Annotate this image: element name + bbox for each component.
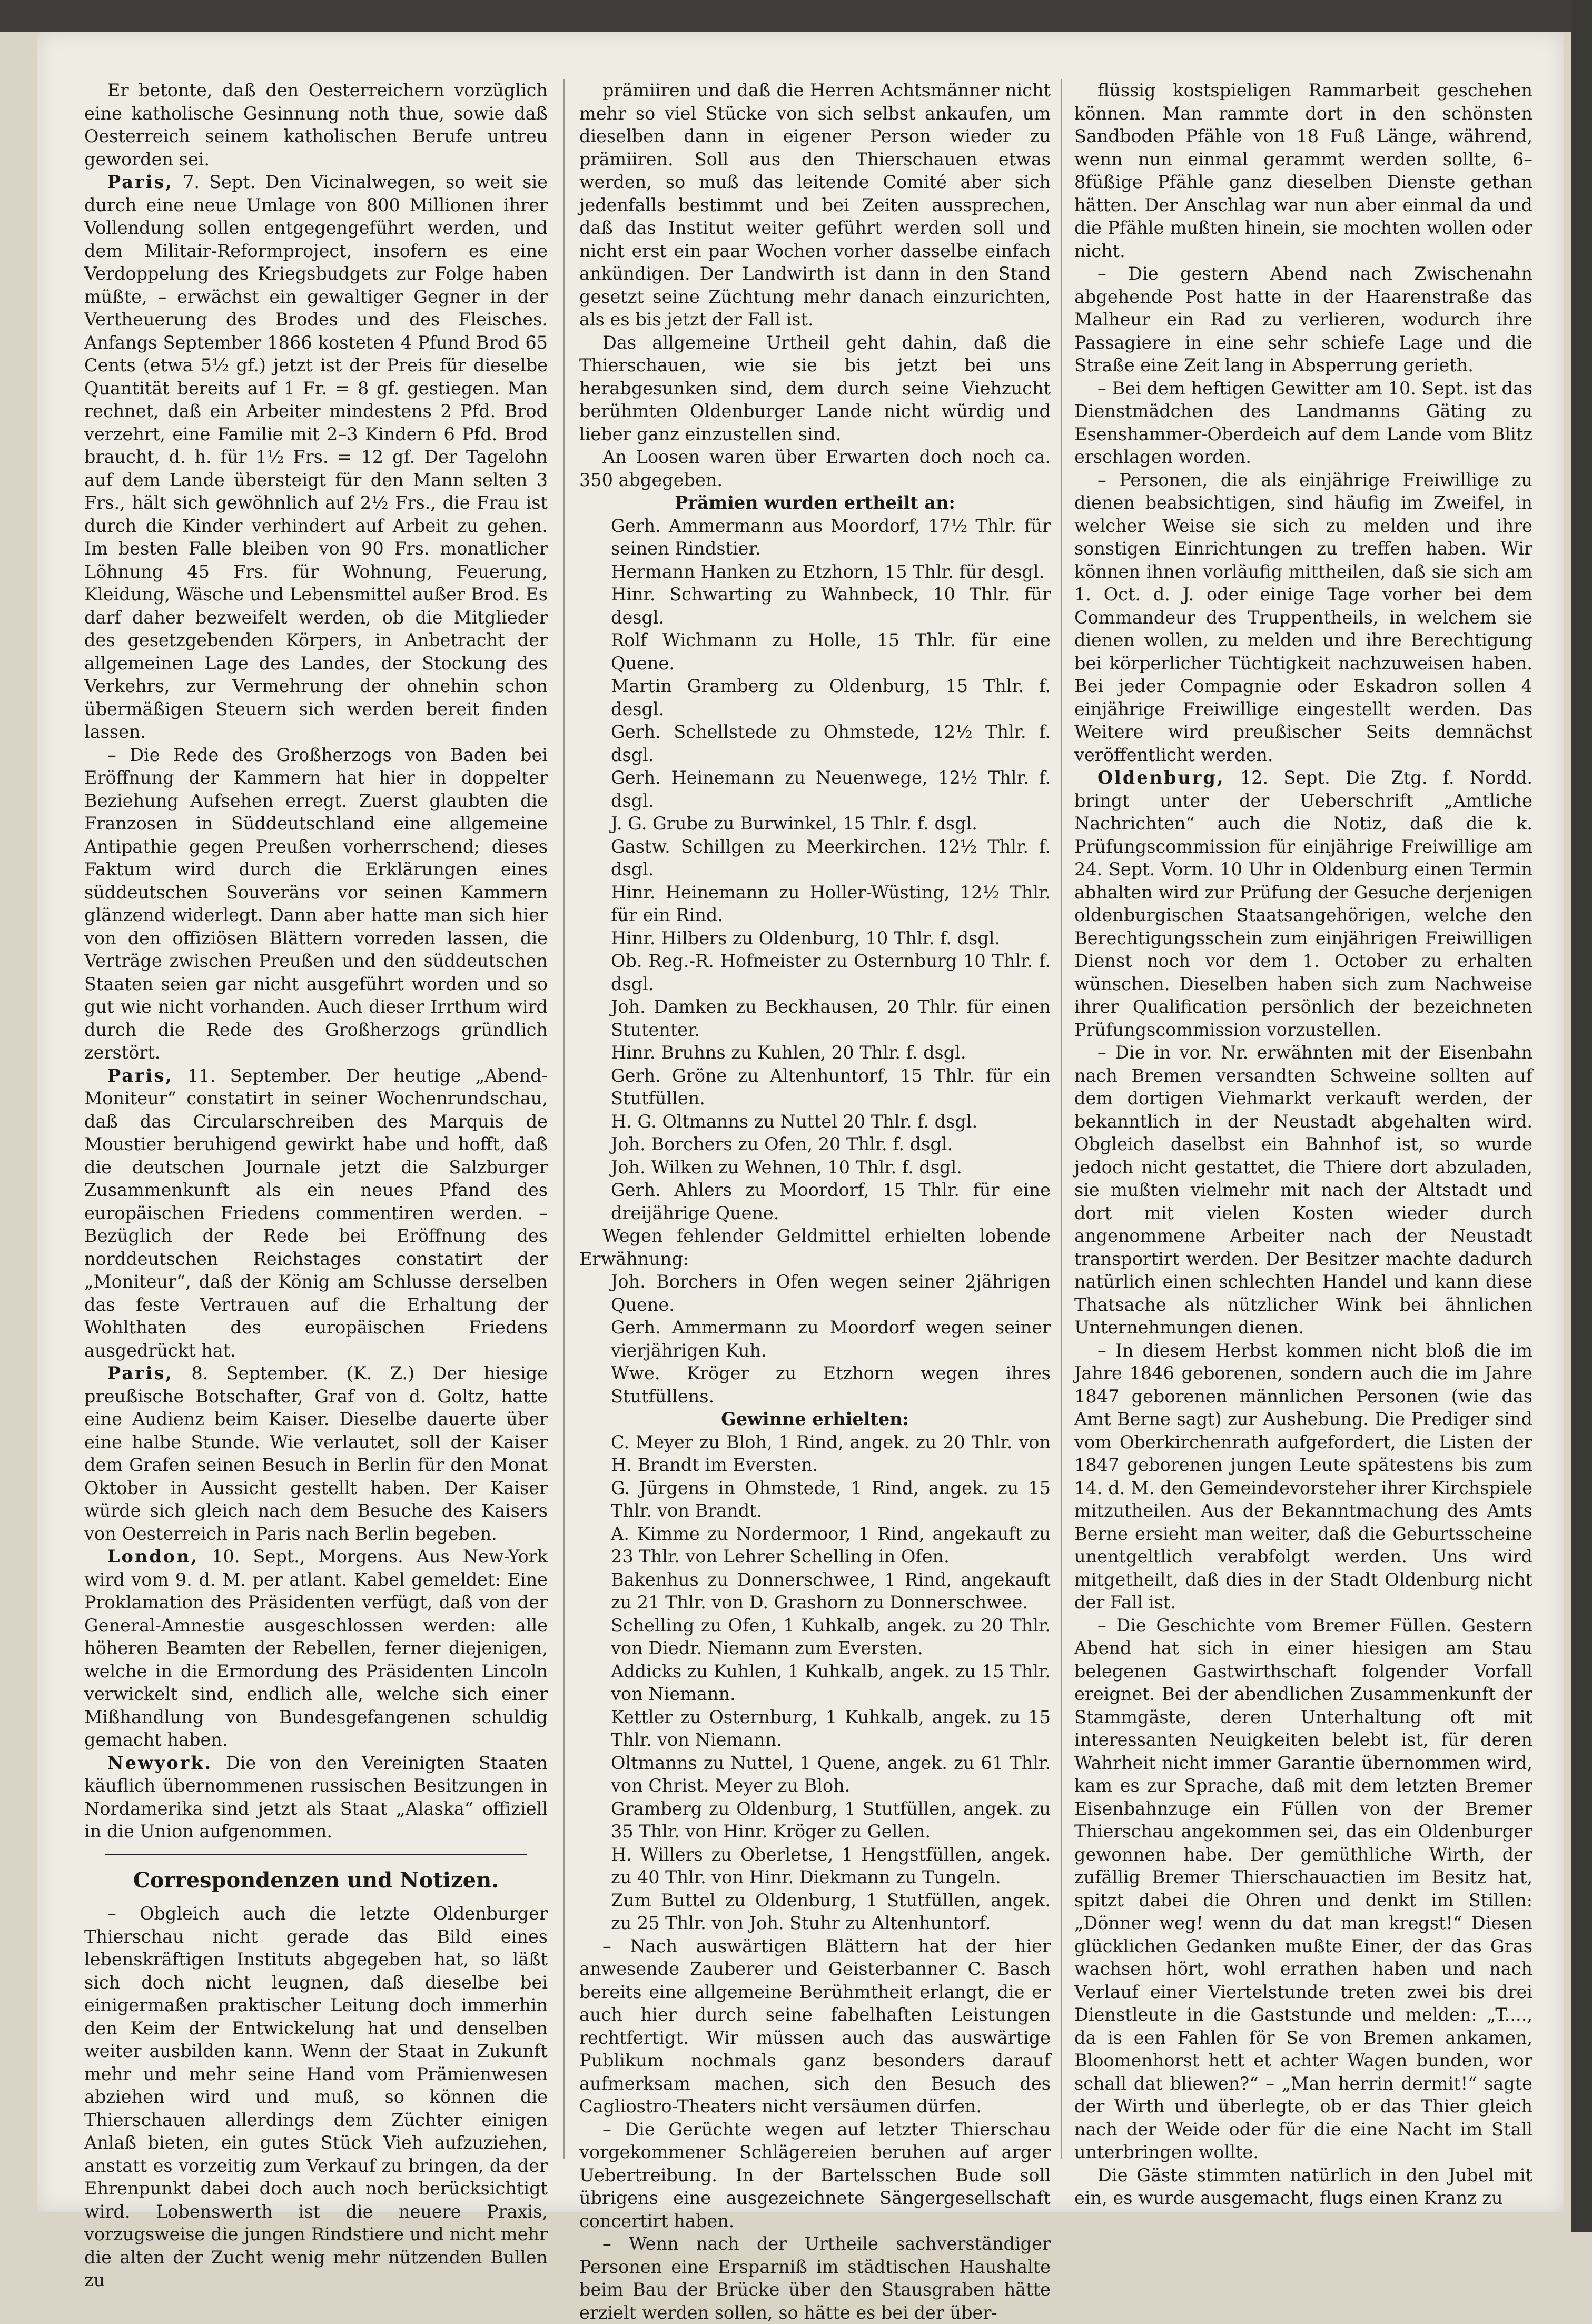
- praemien-entry: Hinr. Schwarting zu Wahnbeck, 10 Thlr. für desgl.: [579, 583, 1051, 629]
- scan-border-top: [0, 0, 1592, 32]
- paragraph-text: – Die gestern Abend nach Zwischenahn abgehende Post hatte in der Haarenstraße das Malheur ein Rad zu verlieren, wodurch ihre Passagiere in eine sehr schiefe Lage und die Straße eine Zeit lang in Absperrung gerieth.: [1074, 263, 1532, 375]
- geldmittel-note: Wegen fehlender Geldmittel erhielten lobende Erwähnung:: [579, 1224, 1051, 1270]
- gewinne-entry: G. Jürgens in Ohmstede, 1 Rind, angek. zu 15 Thlr. von Brandt.: [579, 1477, 1051, 1522]
- paragraph-text: – In diesem Herbst kommen nicht bloß die im Jahre 1846 geborenen, sondern auch die im Jahre 1847 geborenen männlichen Personen (wie das Amt Berne sagt) zur Aushebung. Die Prediger sind vom Oberkirchenrath aufgefordert, die Listen der 1847 geborenen jungen Leute spätestens bis zum 14. d. M. den Gemeindevorsteher ihrer Kirchspiele mitzutheilen. Aus der Bekanntmachung des Amts Berne ersieht man weiter, daß die Geburtsscheine unentgeltlich verabfolgt werden. Uns wird mitgetheilt, daß dies in der Stadt Oldenburg nicht der Fall ist.: [1074, 1340, 1532, 1613]
- column-divider-2: [1061, 79, 1062, 2159]
- praemien-entry: Gerh. Heinemann zu Neuenwege, 12½ Thlr. f. dsgl.: [579, 766, 1051, 812]
- article-paragraph: [579, 79, 1051, 331]
- article-paragraph: [1074, 1339, 1532, 1614]
- article-paragraph: [84, 744, 548, 1064]
- dateline: Oldenburg,: [1097, 767, 1225, 788]
- column-2-paragraphs: [579, 79, 1051, 491]
- paragraph-text: – Personen, die als einjährige Freiwillige zu dienen beabsichtigen, sind häufig im Zweifel, in welcher Weise sie sich zu melden und ihre sonstigen Einrichtungen zu treffen haben. Wir können ihnen vorläufig mittheilen, daß sie sich am 1. Oct. d. J. oder einige Tage vorher bei dem Commandeur des Truppentheils, in welchem sie dienen wollen, zu melden und ihre Berechtigung bei körperlicher Tüchtigkeit nachzuweisen haben. Bei jeder Compagnie oder Eskadron sollen 4 einjährige Freiwillige eingestellt werden. Das Weitere wird preußischer Seits demnächst veröffentlicht werden.: [1074, 470, 1532, 765]
- praemien-entry: H. G. Oltmanns zu Nuttel 20 Thlr. f. dsgl.: [579, 1110, 1051, 1133]
- praemien-entry: Gastw. Schillgen zu Meerkirchen. 12½ Thlr. f. dsgl.: [579, 835, 1051, 881]
- paragraph-text: Das allgemeine Urtheil geht dahin, daß die Thierschauen, wie sie bis jetzt bei uns herabgesunken sind, dem durch seine Viehzucht berühmten Oldenburger Lande nicht würdig und lieber ganz einzustellen sind.: [579, 332, 1051, 444]
- gewinne-entry: Gramberg zu Oldenburg, 1 Stutfüllen, angek. zu 35 Thlr. von Hinr. Kröger zu Gellen.: [579, 1797, 1051, 1843]
- praemien-entry: Gerh. Ammermann aus Moordorf, 17½ Thlr. für seinen Rindstier.: [579, 515, 1051, 560]
- praemien-entry: Hinr. Bruhns zu Kuhlen, 20 Thlr. f. dsgl.: [579, 1041, 1051, 1064]
- article-paragraph: [1074, 2164, 1532, 2210]
- article-paragraph: [84, 1902, 548, 2292]
- praemien-entry: Martin Gramberg zu Oldenburg, 15 Thlr. f. desgl.: [579, 675, 1051, 720]
- erwaehnung-entry: Gerh. Ammermann zu Moordorf wegen seiner vierjährigen Kuh.: [579, 1316, 1051, 1362]
- erwaehnung-list: [579, 1270, 1051, 1408]
- praemien-entry: J. G. Grube zu Burwinkel, 15 Thlr. f. dsgl.: [579, 812, 1051, 835]
- paragraph-text: Die Gäste stimmten natürlich in den Jubel mit ein, es wurde ausgemacht, flugs einen Kranz zu: [1074, 2165, 1532, 2209]
- gewinne-entry: H. Willers zu Oberletse, 1 Hengstfüllen, angek. zu 40 Thlr. von Hinr. Diekmann zu Tungeln.: [579, 1843, 1051, 1889]
- article-paragraph: [84, 79, 548, 171]
- article-paragraph: [84, 1064, 548, 1362]
- paragraph-text: – Die in vor. Nr. erwähnten mit der Eisenbahn nach Bremen versandten Schweine sollten auf dem dortigen Viehmarkt verkauft werden, der bekanntlich in der Neustadt abgehalten wird. Obgleich daselbst ein Bahnhof ist, so wurde jedoch nicht gestattet, die Thiere dort abzuladen, sie mußten vielmehr mit nach der Altstadt und dort mit vielen Kosten wieder durch angenommene Arbeiter nach der Neustadt transportirt werden. Der Besitzer machte dadurch natürlich einen schlechten Handel und kann diese Thatsache als nützlicher Wink bei ähnlichen Unternehmungen dienen.: [1074, 1042, 1532, 1338]
- dateline: Paris,: [107, 1065, 173, 1086]
- column-2: [579, 79, 1051, 2324]
- praemien-entry: Hinr. Hilbers zu Oldenburg, 10 Thlr. f. dsgl.: [579, 927, 1051, 950]
- praemien-entry: Hinr. Heinemann zu Holler-Wüsting, 12½ Thlr. für ein Rind.: [579, 881, 1051, 927]
- gewinne-entry: Addicks zu Kuhlen, 1 Kuhkalb, angek. zu 15 Thlr. von Niemann.: [579, 1660, 1051, 1706]
- dateline: London,: [107, 1546, 199, 1567]
- praemien-entry: Joh. Wilken zu Wehnen, 10 Thlr. f. dsgl.: [579, 1156, 1051, 1179]
- scan-border-right: [1571, 0, 1592, 2232]
- column-1-notes: [84, 1902, 548, 2292]
- dateline: Paris,: [107, 172, 173, 192]
- article-paragraph: [579, 331, 1051, 446]
- article-paragraph: [579, 1935, 1051, 2118]
- paragraph-text: – Wenn nach der Urtheile sachverständiger Personen eine Ersparniß im städtischen Haushalte beim Bau der Brücke über den Stausgraben hätte erzielt werden sollen, so hätte es bei der über-: [579, 2233, 1051, 2323]
- article-paragraph: [579, 2232, 1051, 2324]
- praemien-entry: Gerh. Gröne zu Altenhuntorf, 15 Thlr. für ein Stutfüllen.: [579, 1064, 1051, 1110]
- section-rule: [105, 1854, 527, 1855]
- section-heading-correspondence: Correspondenzen und Notizen.: [84, 1869, 548, 1892]
- gewinne-entry: Oltmanns zu Nuttel, 1 Quene, angek. zu 61 Thlr. von Christ. Meyer zu Bloh.: [579, 1752, 1051, 1797]
- paragraph-text: – Die Geschichte vom Bremer Füllen. Gestern Abend hat sich in einer hiesigen am Stau belegenen Gastwirthschaft folgender Vorfall ereignet. Bei der abendlichen Zusammenkunft der Stammgäste, deren Unterhaltung oft mit interessanten Neuigkeiten belebt ist, für deren Wahrheit nicht immer Garantie übernommen wird, kam es zur Sprache, daß mit dem letzten Bremer Eisenbahnzuge ein Füllen von der Bremer Thierschau angekommen sei, das ein Oldenburger gewonnen habe. Der gemüthliche Wirth, der zufällig Bremer Thierschauactien im Besitz hat, spitzt dabei die Ohren und denkt im Stillen: „Dönner weg! wenn du dat man kregst!“ Diesen glücklichen Gedanken mußte Einer, der das Gras wachsen hört, wohl errathen haben und nach Verlauf einer Viertelstunde treten zwei bis drei Dienstleute in die Gaststunde und melden: „T...., da is een Fahlen för Se von Bremen ankamen, Bloomenhorst hett et achter Wagen bunden, wor schall dat bliewen?“ – „Man herrin dermit!“ sagte der Wirth und überlegte, ob er das Thier gleich nach der Weide oder für die eine Nacht im Stall unterbringen wollte.: [1074, 1615, 1532, 2163]
- article-paragraph: [84, 1362, 548, 1545]
- gewinne-entry: A. Kimme zu Nordermoor, 1 Rind, angekauft zu 23 Thlr. von Lehrer Schelling in Ofen.: [579, 1522, 1051, 1568]
- praemien-entry: Rolf Wichmann zu Holle, 15 Thlr. für eine Quene.: [579, 629, 1051, 675]
- paragraph-text: prämiiren und daß die Herren Achtsmänner nicht mehr so viel Stücke von sich selbst ankaufen, um dieselben dann in eigener Person wieder zu prämiiren. Soll aus den Thierschauen etwas werden, so muß das leitende Comité aber sich jedenfalls bestimmt und bei Zeiten aussprechen, daß das Institut weiter geführt werden soll und nicht erst ein paar Wochen vorher dasselbe einfach ankündigen. Der Landwirth ist dann in den Stand gesetzt seine Züchtung mehr danach einzurichten, als es bis jetzt der Fall ist.: [579, 80, 1051, 330]
- article-paragraph: [1074, 766, 1532, 1041]
- article-paragraph: [84, 1752, 548, 1843]
- article-paragraph: [579, 446, 1051, 491]
- paragraph-text: – Nach auswärtigen Blättern hat der hier anwesende Zauberer und Geisterbanner C. Basch bereits eine allgemeine Berühmtheit erlangt, die er auch hier durch seine fabelhaften Leistungen rechtfertigt. Wir müssen auch das auswärtige Publikum nochmals ganz besonders darauf aufmerksam machen, sich den Besuch des Cagliostro-Theaters nicht versäumen dürfen.: [579, 1936, 1051, 2117]
- paragraph-text: – Die Gerüchte wegen auf letzter Thierschau vorgekommener Schlägereien beruhen auf arger Uebertreibung. In der Bartelsschen Bude soll übrigens eine ausgezeichnete Sängergesellschaft concertirt haben.: [579, 2119, 1051, 2231]
- praemien-list: [579, 515, 1051, 1225]
- column-3-paragraphs: [1074, 79, 1532, 2210]
- paragraph-text: 11. September. Der heutige „Abend-Moniteur“ constatirt in seiner Wochenrundschau, daß das Circularschreiben des Marquis de Moustier beruhigend gewirkt habe und hofft, daß die deutschen Journale jetzt die Salzburger Zusammenkunft als ein neues Pfand des europäischen Friedens commentiren werden. – Bezüglich der Rede bei Eröffnung des norddeutschen Reichstages constatirt der „Moniteur“, daß der König am Schlusse derselben das feste Vertrauen auf die Erhaltung der Wohlthaten des europäischen Friedens ausgedrückt hat.: [84, 1065, 548, 1361]
- praemien-entry: Joh. Borchers zu Ofen, 20 Thlr. f. dsgl.: [579, 1133, 1051, 1156]
- praemien-entry: Hermann Hanken zu Etzhorn, 15 Thlr. für desgl.: [579, 560, 1051, 584]
- article-paragraph: [1074, 79, 1532, 262]
- erwaehnung-entry: Joh. Borchers in Ofen wegen seiner 2jährigen Quene.: [579, 1270, 1051, 1316]
- paragraph-text: – Die Rede des Großherzogs von Baden bei Eröffnung der Kammern hat hier in doppelter Beziehung Aufsehen erregt. Zuerst glaubten die Franzosen in Süddeutschland eine allgemeine Antipathie gegen Preußen vorherrschend; dieses Faktum wird durch die Erklärungen eines süddeutschen Souveräns vor seinen Kammern glänzend widerlegt. Dann aber hatte man sich hier von den offiziösen Blättern vorreden lassen, die Verträge zwischen Preußen und den süddeutschen Staaten seien gar nicht ausgeführt worden und so gut wie nicht vorhanden. Auch dieser Irrthum wird durch die Rede des Großherzogs gründlich zerstört.: [84, 745, 548, 1063]
- article-paragraph: [1074, 377, 1532, 469]
- column-3: [1074, 79, 1532, 2210]
- praemien-entry: Joh. Damken zu Beckhausen, 20 Thlr. für einen Stutenter.: [579, 995, 1051, 1041]
- gewinne-heading: Gewinne erhielten:: [579, 1408, 1051, 1431]
- column-divider-1: [563, 79, 565, 2159]
- column-1: [84, 79, 548, 2292]
- article-paragraph: [1074, 262, 1532, 377]
- gewinne-entry: Bakenhus zu Donnerschwee, 1 Rind, angekauft zu 21 Thlr. von D. Grashorn zu Donnerschwee.: [579, 1568, 1051, 1614]
- paragraph-text: – Obgleich auch die letzte Oldenburger Thierschau nicht gerade das Bild eines lebenskräftigen Instituts abgegeben hat, so läßt sich doch nicht leugnen, daß dieselbe bei einigermaßen praktischer Leitung doch immerhin den Keim der Entwickelung hat und denselben weiter ausbilden kann. Wenn der Staat in Zukunft mehr und mehr seine Hand vom Prämienwesen abziehen wird und muß, so können die Thierschauen allerdings dem Züchter einigen Anlaß bieten, ein gutes Stück Vieh aufzuziehen, anstatt es vorzeitig zum Verkauf zu bringen, da der Ehrenpunkt dabei doch auch noch berücksichtigt wird. Lobenswerth ist die neuere Praxis, vorzugsweise die jungen Rindstiere und nicht mehr die alten der Zucht wenig mehr nützenden Bullen zu: [84, 1903, 548, 2290]
- paragraph-text: 7. Sept. Den Vicinalwegen, so weit sie durch eine neue Umlage von 800 Millionen ihrer Vollendung sollen entgegengeführt werden, und dem Militair-Reformproject, insofern es eine Verdoppelung des Kriegsbudgets zur Folge haben müßte, – erwächst ein gewaltiger Gegner in der Vertheuerung des Brodes und des Fleisches. Anfangs September 1866 kosteten 4 Pfund Brod 65 Cents (etwa 5½ gf.) jetzt ist der Preis für dieselbe Quantität bereits auf 1 Fr. = 8 gf. gestiegen. Man rechnet, daß ein Arbeiter mindestens 2 Pfd. Brod verzehrt, eine Familie mit 2–3 Kindern 6 Pfd. Brod braucht, d. h. für 1½ Frs. = 12 gf. Der Tagelohn auf dem Lande übersteigt für den Mann selten 3 Frs., hält sich gewöhnlich auf 2½ Frs., die Frau ist durch die Kinder verhindert auf Arbeit zu gehen. Im besten Falle bleiben von 90 Frs. monatlicher Löhnung 45 Frs. für Wohnung, Feuerung, Kleidung, Wäsche und Lebensmittel außer Brod. Es darf daher bezweifelt werden, ob die Mitglieder des gesetzgebenden Körpers, in Anbetracht der allgemeinen Lage des Landes, der Stockung des Verkehrs, zur Vermehrung der ohnehin schon übermäßigen Steuern sich werden bereit finden lassen.: [84, 172, 548, 742]
- paragraph-text: An Loosen waren über Erwarten doch noch ca. 350 abgegeben.: [579, 447, 1051, 490]
- article-paragraph: [84, 1545, 548, 1752]
- paragraph-text: 10. Sept., Morgens. Aus New-York wird vom 9. d. M. per atlant. Kabel gemeldet: Eine Proklamation des Präsidenten verfügt, daß von der General-Amnestie ausgeschlossen werden: alle höheren Beamten der Rebellen, ferner diejenigen, welche in die Ermordung des Präsidenten Lincoln verwickelt sind, endlich alle, welche sich einer Mißhandlung von Bundesgefangenen schuldig gemacht haben.: [84, 1546, 548, 1750]
- gewinne-entry: Schelling zu Ofen, 1 Kuhkalb, angek. zu 20 Thlr. von Diedr. Niemann zum Eversten.: [579, 1614, 1051, 1660]
- paragraph-text: 8. September. (K. Z.) Der hiesige preußische Botschafter, Graf von d. Goltz, hatte eine Audienz beim Kaiser. Dieselbe dauerte über eine halbe Stunde. Wie verlautet, soll der Kaiser dem Grafen seinen Besuch in Berlin für den Monat Oktober in Aussicht gestellt haben. Der Kaiser würde sich gleich nach dem Besuche des Kaisers von Oesterreich in Paris nach Berlin begeben.: [84, 1363, 548, 1544]
- gewinne-entry: Kettler zu Osternburg, 1 Kuhkalb, angek. zu 15 Thlr. von Niemann.: [579, 1706, 1051, 1752]
- erwaehnung-entry: Wwe. Kröger zu Etzhorn wegen ihres Stutfüllens.: [579, 1362, 1051, 1408]
- gewinne-entry: Zum Buttel zu Oldenburg, 1 Stutfüllen, angek. zu 25 Thlr. von Joh. Stuhr zu Altenhuntorf.: [579, 1889, 1051, 1935]
- gewinne-entry: C. Meyer zu Bloh, 1 Rind, angek. zu 20 Thlr. von H. Brandt im Eversten.: [579, 1431, 1051, 1477]
- article-paragraph: [1074, 469, 1532, 767]
- dateline: Newyork.: [107, 1753, 212, 1773]
- paragraph-text: 12. Sept. Die Ztg. f. Nordd. bringt unter der Ueberschrift „Amtliche Nachrichten“ auch die Notiz, daß die k. Prüfungscommission für einjährige Freiwillige am 24. Sept. Vorm. 10 Uhr in Oldenburg einen Termin abhalten wird zur Prüfung der Gesuche derjenigen oldenburgischen Staatsangehörigen, welche den Berechtigungsschein zum einjährigen Freiwilligen Dienst noch vor dem 1. October zu erhalten wünschen. Dieselben haben sich zum Nachweise ihrer Qualification persönlich der bezeichneten Prüfungscommission vorzustellen.: [1074, 767, 1532, 1040]
- article-paragraph: [1074, 1041, 1532, 1339]
- gewinne-list: [579, 1431, 1051, 1935]
- article-paragraph: [579, 2118, 1051, 2233]
- praemien-entry: Gerh. Ahlers zu Moordorf, 15 Thlr. für eine dreijährige Quene.: [579, 1179, 1051, 1224]
- praemien-heading: Prämien wurden ertheilt an:: [579, 491, 1051, 515]
- praemien-entry: Ob. Reg.-R. Hofmeister zu Osternburg 10 Thlr. f. dsgl.: [579, 950, 1051, 995]
- praemien-entry: Gerh. Schellstede zu Ohmstede, 12½ Thlr. f. dsgl.: [579, 720, 1051, 766]
- column-1-paragraphs: [84, 79, 548, 1843]
- dateline: Paris,: [107, 1363, 173, 1383]
- article-paragraph: [1074, 1614, 1532, 2164]
- column-2-notes: [579, 1935, 1051, 2324]
- paragraph-text: flüssig kostspieligen Rammarbeit geschehen können. Man rammte dort in den schönsten Sandboden Pfähle von 18 Fuß Länge, während, wenn nun einmal gerammt werden sollte, 6–8füßige Pfähle ganz dieselben Dienste gethan hätten. Der Anschlag war nun aber einmal da und die Pfähle mußten hinein, sie mochten wollen oder nicht.: [1074, 80, 1532, 261]
- article-paragraph: [84, 171, 548, 744]
- paragraph-text: Die von den Vereinigten Staaten käuflich übernommenen russischen Besitzungen in Nordamerika sind jetzt als Staat „Alaska“ offiziell in die Union aufgenommen.: [84, 1753, 548, 1842]
- paragraph-text: Er betonte, daß den Oesterreichern vorzüglich eine katholische Gesinnung noth thue, sowie daß Oesterreich seinem katholischen Berufe untreu geworden sei.: [84, 80, 548, 170]
- paragraph-text: – Bei dem heftigen Gewitter am 10. Sept. ist das Dienstmädchen des Landmanns Gäting zu Esenshammer-Oberdeich auf dem Lande vom Blitz erschlagen worden.: [1074, 378, 1532, 468]
